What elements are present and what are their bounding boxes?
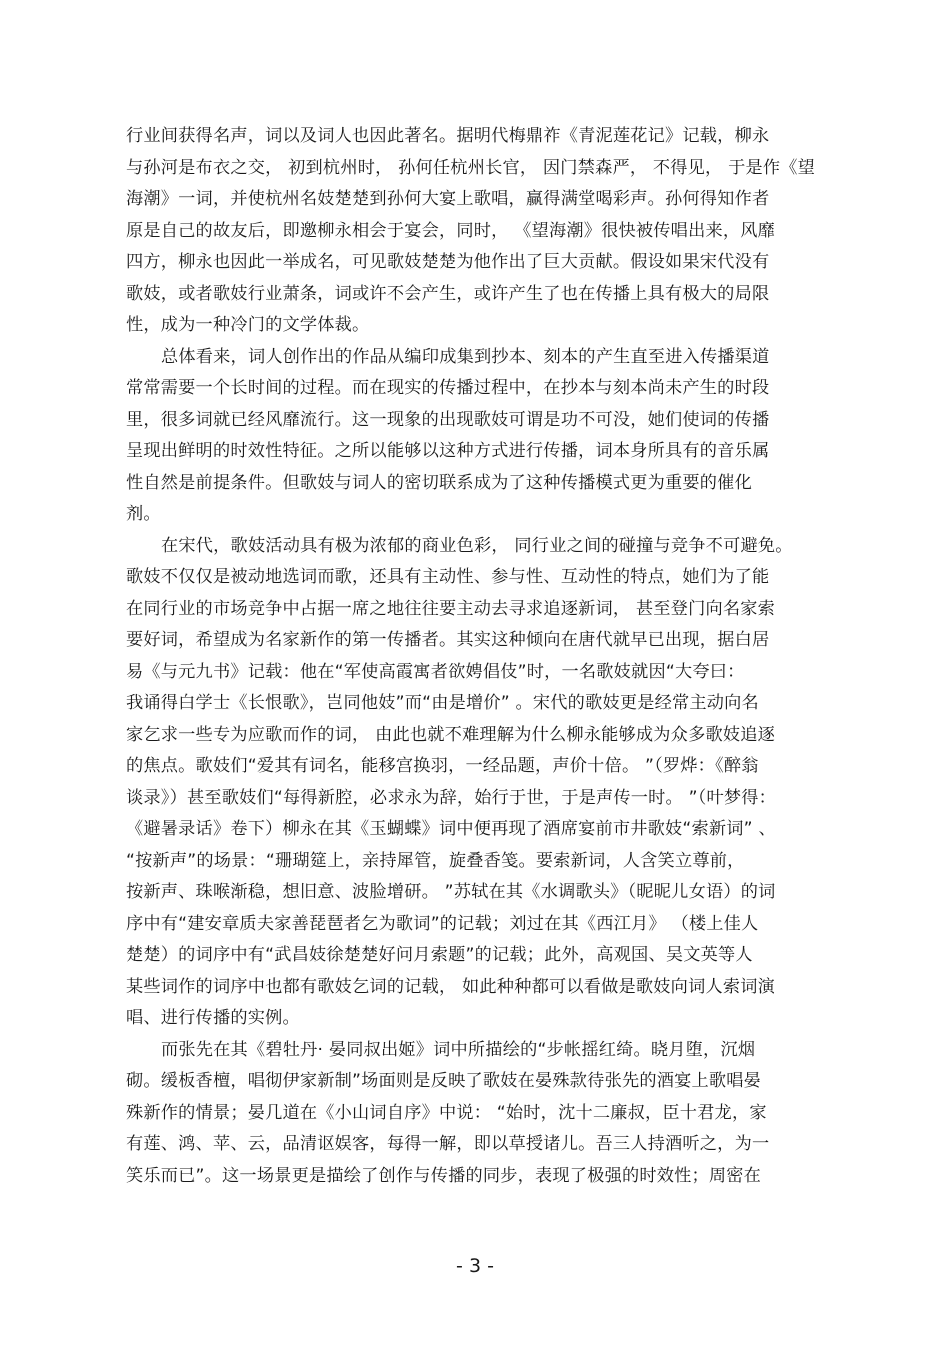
text-line: 的焦点。歌妓们“爱其有词名，能移宫换羽，一经品题，声价十倍。 ”（罗烨：《醉翁 [126,756,759,776]
text-line: 在宋代，歌妓活动具有极为浓郁的商业色彩， 同行业之间的碰撞与竞争不可避免。 [161,535,793,556]
text-line: 歌妓，或者歌妓行业萧条，词或许不会产生，或许产生了也在传播上具有极大的局限 [126,283,770,304]
paragraph-3 [126,531,836,1035]
paragraph-2 [126,342,836,531]
text-line: 谈录》）甚至歌妓们“每得新腔，必求永为辞，始行于世，于是声传一时。 ”（叶梦得： [126,787,777,808]
text-line: 与孙河是布衣之交， 初到杭州时， 孙何任杭州长官， 因门禁森严， 不得见， 于是作《望 [126,157,816,178]
text-line: 序中有“建安章质夫家善琵琶者乞为歌词”的记载；刘过在其《西江月》 （楼上佳人 [126,913,759,934]
text-line: 按新声、珠喉渐稳，想旧意、波脸增研。 ”苏轼在其《水调歌头》（昵昵儿女语）的词 [126,882,776,902]
text-line: 我诵得白学士《长恨歌》，岂同他妓”而“由是增价” 。宋代的歌妓更是经常主动向名 [126,693,759,713]
text-line: 唱、进行传播的实例。 [126,1008,300,1028]
text-line: 家乞求一些专为应歌而作的词， 由此也就不难理解为什么柳永能够成为众多歌妓追逐 [126,724,776,745]
text-line: 歌妓不仅仅是被动地选词而歌，还具有主动性、参与性、互动性的特点，她们为了能 [126,567,770,587]
text-line: 要好词，希望成为名家新作的第一传播者。其实这种倾向在唐代就早已出现，据白居 [126,630,770,650]
text-line: 常常需要一个长时间的过程。而在现实的传播过程中，在抄本与刻本尚未产生的时段 [126,378,770,398]
text-line: 而张先在其《碧牡丹· 晏同叔出姬》词中所描绘的“步帐摇红绮。晓月堕，沉烟 [161,1039,756,1060]
page-number: - 3 - [456,1255,494,1277]
text-line: 在同行业的市场竞争中占据一席之地往往要主动去寻求追逐新词， 甚至登门向名家索 [126,598,776,619]
text-line: 呈现出鲜明的时效性特征。之所以能够以这种方式进行传播，词本身所具有的音乐属 [126,441,770,461]
paragraph-4 [126,1035,836,1193]
body-text [126,121,836,1192]
paragraph-1 [126,121,836,342]
text-line: 《避暑录话》卷下）柳永在其《玉蝴蝶》词中便再现了酒席宴前市井歌妓“索新词” 、 [126,819,776,839]
text-line: 易《与元九书》记载：他在“军使高霞寓者欲娉倡伎”时，一名歌妓就因“大夸曰： [126,661,745,682]
text-line: 有莲、鸿、苹、云，品清讴娱客，每得一解，即以草授诸儿。吾三人持酒听之，为一 [126,1134,770,1154]
text-line: 笑乐而已”。这一场景更是描绘了创作与传播的同步，表现了极强的时效性；周密在 [126,1165,762,1186]
text-line: 楚楚）的词序中有“武昌妓徐楚楚好问月索题”的记载；此外，高观国、吴文英等人 [126,945,753,965]
text-line: 性，成为一种冷门的文学体裁。 [126,315,370,335]
text-line: 性自然是前提条件。但歌妓与词人的密切联系成为了这种传播模式更为重要的催化 [126,472,752,493]
text-line: 里，很多词就已经风靡流行。这一现象的出现歌妓可谓是功不可没，她们使词的传播 [126,409,770,430]
text-line: 海潮》一词，并使杭州名妓楚楚到孙何大宴上歌唱，赢得满堂喝彩声。孙何得知作者 [126,189,770,209]
text-line: 砌。缓板香檀，唱彻伊家新制”场面则是反映了歌妓在晏殊款待张先的酒宴上歌唱晏 [126,1071,762,1091]
text-line: 行业间获得名声，词以及词人也因此著名。据明代梅鼎祚《青泥莲花记》记载，柳永 [126,126,770,146]
text-line: 某些词作的词序中也都有歌妓乞词的记载， 如此种种都可以看做是歌妓向词人索词演 [126,976,776,997]
text-line: 原是自己的故友后，即邀柳永相会于宴会，同时， 《望海潮》很快被传唱出来，风靡 [126,220,776,241]
text-line: 总体看来，词人创作出的作品从编印成集到抄本、刻本的产生直至进入传播渠道 [161,346,770,367]
text-line: 殊新作的情景；晏几道在《小山词自序》中说： “始时，沈十二廉叔，臣十君龙，家 [126,1102,767,1123]
text-line: “按新声”的场景：“珊瑚筵上，亲持犀管，旋叠香笺。要索新词，人含笑立尊前， [126,850,745,871]
text-line: 四方，柳永也因此一举成名，可见歌妓楚楚为他作出了巨大贡献。假设如果宋代没有 [126,252,770,272]
text-line: 剂。 [126,504,161,524]
